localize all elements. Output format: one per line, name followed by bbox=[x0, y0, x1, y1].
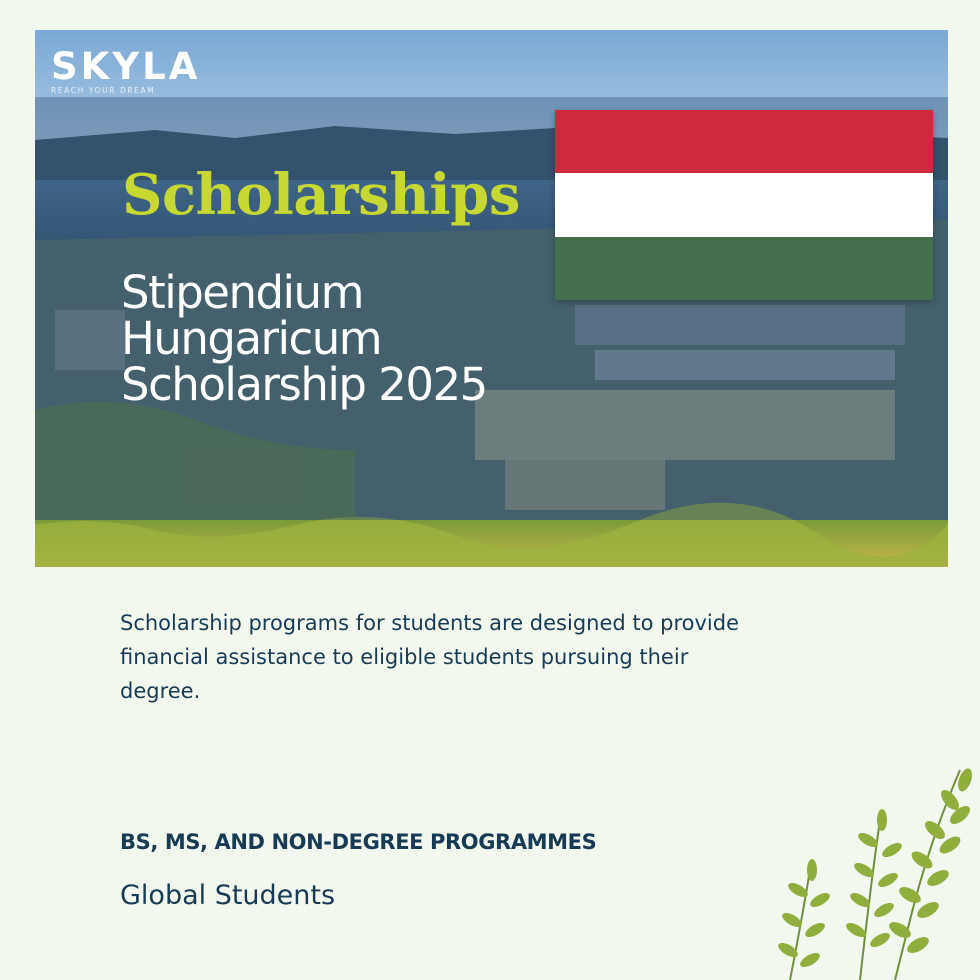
scholarships-heading: Scholarships bbox=[122, 162, 520, 228]
flag-stripe-red bbox=[555, 110, 933, 173]
flag-stripe-white bbox=[555, 173, 933, 236]
description-text: Scholarship programs for students are designed to provide financial assistance to eligible students pursuing their degree. bbox=[120, 611, 740, 703]
scholarship-title: Stipendium Hungaricum Scholarship 2025 bbox=[121, 266, 487, 411]
logo-tagline: REACH YOUR DREAM bbox=[51, 86, 156, 95]
skyla-logo bbox=[51, 45, 201, 95]
leafy-plant-icon bbox=[760, 760, 980, 980]
programme-label: BS, MS, AND NON-DEGREE PROGRAMMES bbox=[120, 830, 597, 854]
hungary-flag-icon bbox=[555, 110, 933, 300]
logo-wordmark: SKYLA bbox=[51, 45, 201, 88]
hero-banner bbox=[35, 30, 948, 567]
flag-stripe-green bbox=[555, 237, 933, 300]
audience-text: Global Students bbox=[120, 880, 336, 911]
